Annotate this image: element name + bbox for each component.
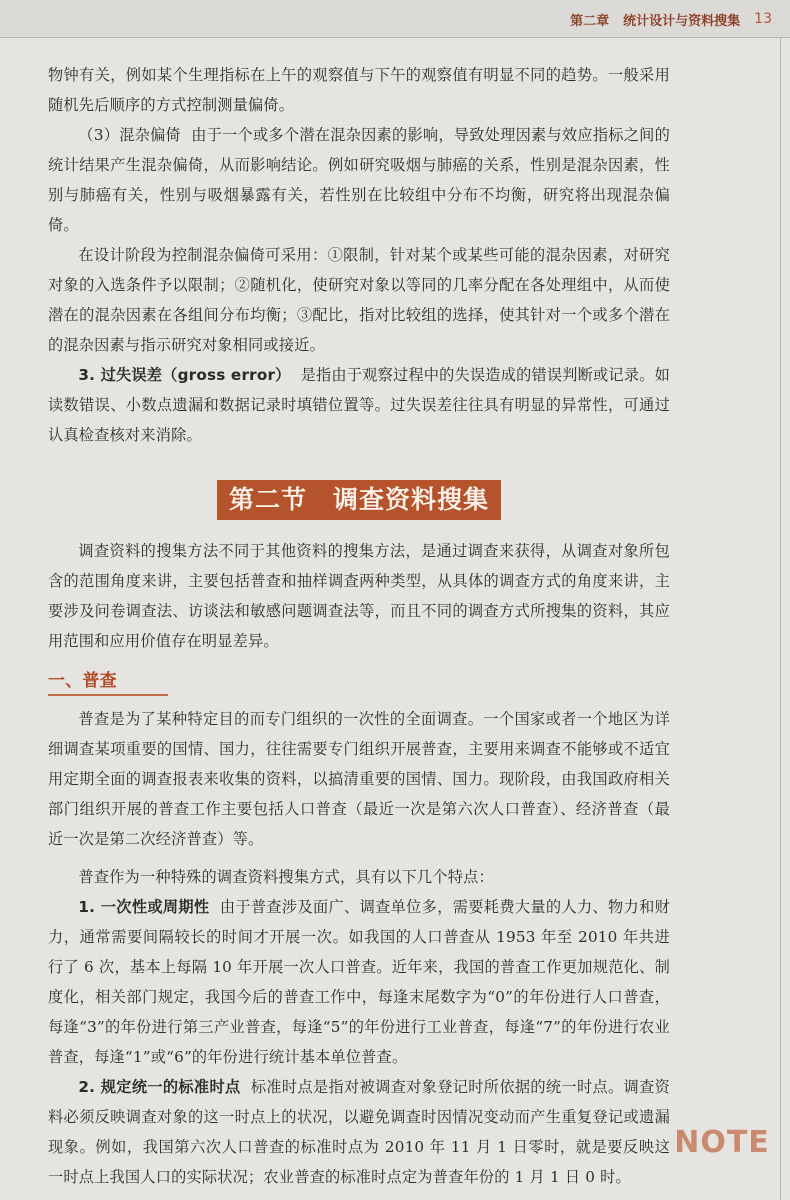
note-badge: NOTE: [674, 1124, 770, 1160]
margin-line: [780, 38, 781, 1200]
gross-error-text: 是指由于观察过程中的失误造成的错误判断或记录。如读数错误、小数点遗漏和数据记录时填错位置等。过失误差往往具有明显的异常性，可通过认真检查核对来消除。: [48, 366, 670, 444]
section-title: [217, 480, 501, 520]
gross-error-term: 3. 过失误差（gross error）: [78, 366, 291, 384]
paragraph-measurement-bias-end: 物钟有关，例如某个生理指标在上午的观察值与下午的观察值有明显不同的趋势。一般采用随机先后顺序的方式控制测量偏倚。: [48, 66, 670, 114]
page-number: 13: [754, 11, 772, 27]
section-heading: [48, 480, 670, 520]
section-name: 调查资料搜集: [333, 485, 490, 514]
chapter-number: 第二章: [570, 13, 610, 29]
running-header: [0, 0, 790, 38]
subheading-census: 一、普查: [48, 668, 168, 696]
body-text: [48, 60, 670, 1192]
paragraph-census-definition: 普查是为了某种特定目的而专门组织的一次性的全面调查。一个国家或者一个地区为详细调查某项重要的国情、国力，往往需要专门组织开展普查，主要用来调查不能够或不适宜用定期全面的调查报表来收集的资料，以搞清重要的国情、国力。现阶段，由我国政府相关部门组织开展的普查工作主要包括人口普查（最近一次是第六次人口普查）、经济普查（最近一次是第二次经济普查）等。: [48, 710, 670, 848]
paragraph-one-time-periodic: [48, 892, 670, 1072]
standard-time-point-text: 标准时点是指对被调查对象登记时所依据的统一时点。调查资料必须反映调查对象的这一时点上的状况，以避免调查时因情况变动而产生重复登记或遗漏现象。例如，我国第六次人口普查的标准时点为 2010 年 11 月 1 日零时，就是要反映这一时点上我国人口的实际状况；农业普查的标准时点定为普查年份的 1 月 1 日 0 时。: [48, 1078, 670, 1186]
standard-time-point-term: 2. 规定统一的标准时点: [78, 1078, 241, 1096]
paragraph-confounding-bias: [48, 120, 670, 240]
confounding-bias-label: （3）混杂偏倚: [78, 126, 181, 144]
one-time-periodic-text: 由于普查涉及面广、调查单位多，需要耗费大量的人力、物力和财力，通常需要间隔较长的时间才开展一次。如我国的人口普查从 1953 年至 2010 年共进行了 6 次，基本上每隔 10 年开展一次人口普查。近年来，我国的普查工作更加规范化、制度化，相关部门规定，我国今后的普查工作中，每逢末尾数字为“0”的年份进行人口普查，每逢“3”的年份进行第三产业普查，每逢“5”的年份进行工业普查，每逢“7”的年份进行农业普查，每逢“1”或“6”的年份进行统计基本单位普查。: [48, 898, 670, 1066]
section-number: 第二节: [228, 485, 307, 514]
paragraph-standard-time-point: [48, 1072, 670, 1192]
one-time-periodic-term: 1. 一次性或周期性: [78, 898, 210, 916]
chapter-title: 统计设计与资料搜集: [623, 13, 741, 29]
paragraph-census-features-intro: 普查作为一种特殊的调查资料搜集方式，具有以下几个特点：: [78, 868, 494, 886]
paragraph-survey-intro: 调查资料的搜集方法不同于其他资料的搜集方法，是通过调查来获得，从调查对象所包含的范围角度来讲，主要包括普查和抽样调查两种类型，从具体的调查方式的角度来讲，主要涉及问卷调查法、访谈法和敏感问题调查法等，而且不同的调查方式所搜集的资料，其应用范围和应用价值存在明显差异。: [48, 542, 670, 650]
paragraph-gross-error: [48, 360, 670, 450]
confounding-bias-text: 由于一个或多个潜在混杂因素的影响，导致处理因素与效应指标之间的统计结果产生混杂偏倚，从而影响结论。例如研究吸烟与肺癌的关系，性别是混杂因素，性别与肺癌有关，性别与吸烟暴露有关，若性别在比较组中分布不均衡，研究将出现混杂偏倚。: [48, 126, 670, 234]
header-rule: [0, 37, 790, 38]
paragraph-control-methods: 在设计阶段为控制混杂偏倚可采用：①限制，针对某个或某些可能的混杂因素，对研究对象的入选条件予以限制；②随机化，使研究对象以等同的几率分配在各处理组中，从而使潜在的混杂因素在各组间分布均衡；③配比，指对比较组的选择，使其针对一个或多个潜在的混杂因素与指示研究对象相同或接近。: [48, 246, 670, 354]
running-head: [570, 8, 772, 30]
